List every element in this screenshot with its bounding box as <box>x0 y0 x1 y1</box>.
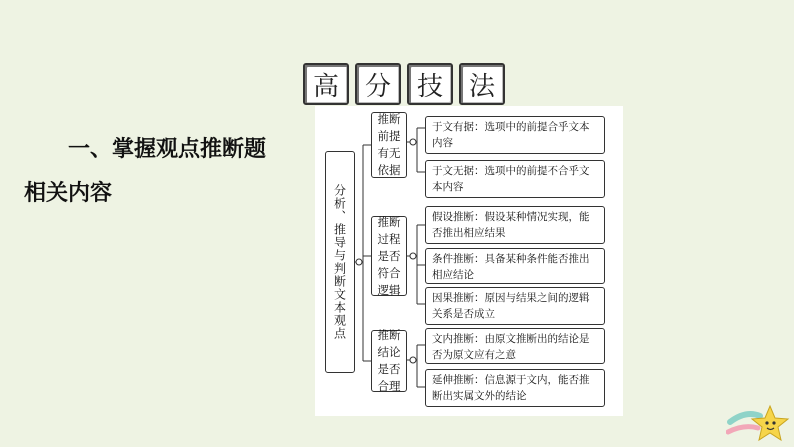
heading-line-1: 一、掌握观点推断题 <box>68 137 267 162</box>
leaf-premise-2: 于文无据：选项中的前提不合乎文本内容 <box>425 160 605 198</box>
section-heading <box>24 128 314 216</box>
title-char-3: 技 <box>407 63 453 105</box>
title-char-2: 分 <box>355 63 401 105</box>
leaf-process-1: 假设推断：假设某种情况实现，能否推出相应结果 <box>425 206 605 244</box>
category-premise: 推断前提有无依据 <box>371 112 407 178</box>
title-char-4: 法 <box>459 63 505 105</box>
leaf-premise-1: 于文有据：选项中的前提合乎文本内容 <box>425 116 605 154</box>
leaf-conclusion-1: 文内推断：由原文推断出的结论是否为原文应有之意 <box>425 328 605 364</box>
category-conclusion: 推断结论是否合理 <box>371 330 407 392</box>
title-banner <box>303 63 505 105</box>
leaf-process-3: 因果推断：原因与结果之间的逻辑关系是否成立 <box>425 287 605 325</box>
root-node: 分析、推导与判断文本观点 <box>325 151 355 373</box>
category-process: 推断过程是否符合逻辑 <box>371 216 407 296</box>
star-decoration-icon <box>726 402 790 446</box>
leaf-conclusion-2: 延伸推断：信息源于文内，能否推断出实属文外的结论 <box>425 369 605 407</box>
heading-line-2: 相关内容 <box>24 181 113 206</box>
leaf-process-2: 条件推断：具备某种条件能否推出相应结论 <box>425 248 605 284</box>
title-char-1: 高 <box>303 63 349 105</box>
mind-map-panel <box>315 106 623 416</box>
